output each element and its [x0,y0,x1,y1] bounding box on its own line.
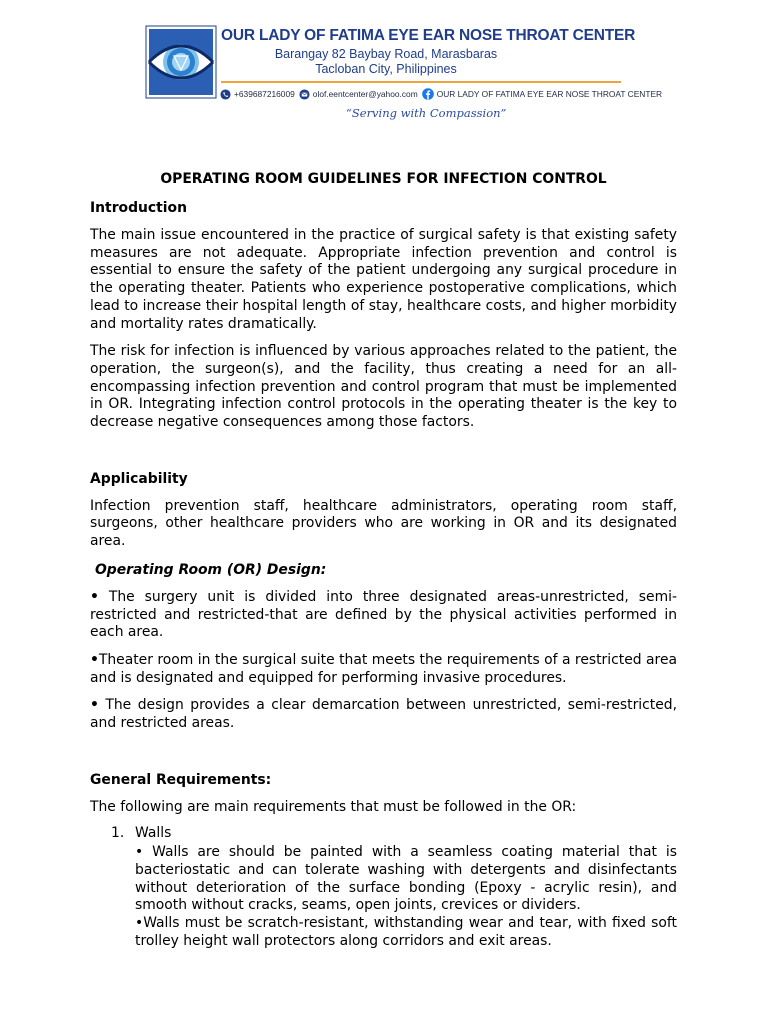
walls-bullet-1 [135,844,677,915]
list-item-details [111,844,677,950]
facebook-icon [422,88,434,100]
introduction-paragraph-2: The risk for infection is influenced by various approaches related to the patient, the operation, the surgeon(s), and the facility, thus creating a need for an all-encompassing infection prevention and control program that must be implemented in OR. Integrating infection control protocols in the operating theater is the key to decrease negative consequences among those factors. [90,343,677,431]
bullet-marker: • [90,697,99,714]
bullet-text: Theater room in the surgical suite that meets the requirements of a restricted area and is designated and equipped for performing invasive procedures. [90,651,677,686]
bullet-marker: • [135,914,144,931]
list-item-number: 1. [111,825,125,842]
requirements-list [90,825,677,950]
phone-icon [220,89,231,100]
introduction-heading: Introduction [90,200,187,216]
facebook-page-name: OUR LADY OF FATIMA EYE EAR NOSE THROAT CENTER [436,89,663,99]
address-line-2: Tacloban City, Philippines [315,62,457,76]
general-requirements-heading: General Requirements: [90,771,272,788]
general-requirements-intro: The following are main requirements that must be followed in the OR: [90,798,577,815]
email-icon [299,89,310,100]
email-address: olof.eentcenter@yahoo.com [312,89,418,99]
letterhead-divider [221,81,621,83]
clinic-logo-eye-icon [146,26,216,98]
phone-contact [220,89,295,100]
bullet-marker: • [135,844,144,861]
organization-name: OUR LADY OF FATIMA EYE EAR NOSE THROAT CENTER [221,27,636,44]
contact-row [220,86,663,102]
bullet-text: The design provides a clear demarcation between unrestricted, semi-restricted, and restricted areas. [90,697,677,732]
or-design-heading: Operating Room (OR) Design: [95,561,327,578]
email-contact [299,89,418,100]
list-item-title: Walls [135,825,172,842]
bullet-text: Walls are should be painted with a seamless coating material that is bacteriostatic and can tolerate washing with detergents and disinfectants without deterioration of the surface bonding (Epoxy - acrylic resin), and smooth without cracks, seams, open joints, crevices or dividers. [135,844,678,914]
or-design-bullet-1 [90,589,677,642]
bullet-marker: • [90,588,99,605]
introduction-paragraph-1: The main issue encountered in the practice of surgical safety is that existing safety measures are not adequate. Appropriate infection prevention and control is essential to ensure the safety of the patient undergoing any surgical procedure in the operating theater. Patients who experience postoperative complications, which lead to increase their hospital length of stay, healthcare costs, and higher morbidity and mortality rates dramatically. [90,227,677,332]
facebook-contact [422,88,662,100]
walls-bullet-2 [135,915,677,950]
or-design-bullet-3 [90,697,677,732]
letterhead [146,24,663,124]
document-body [90,170,677,950]
address-line-1: Barangay 82 Baybay Road, Marasbaras [274,47,498,61]
phone-number: +639687216009 [234,89,295,99]
bullet-text: The surgery unit is divided into three designated areas-unrestricted, semi-restricted and restricted-that are defined by the physical activities performed in each area. [90,588,677,641]
list-item [111,825,677,843]
applicability-heading: Applicability [90,470,188,487]
bullet-text: Walls must be scratch-resistant, withstanding wear and tear, with fixed soft trolley height wall protectors along corridors and exit areas. [135,914,677,949]
tagline: “Serving with Compassion” [346,106,507,120]
bullet-marker: • [90,651,99,668]
or-design-bullet-2 [90,652,677,687]
applicability-paragraph: Infection prevention staff, healthcare administrators, operating room staff, surgeons, other healthcare providers who are working in OR and its designated area. [90,497,677,550]
document-title: OPERATING ROOM GUIDELINES FOR INFECTION CONTROL [160,171,607,187]
